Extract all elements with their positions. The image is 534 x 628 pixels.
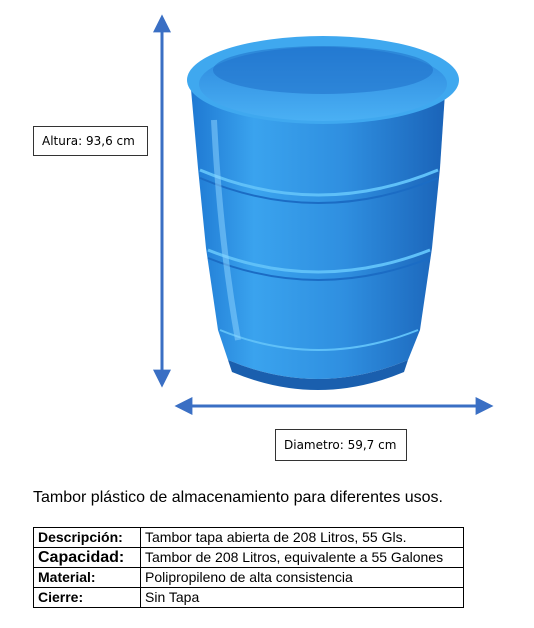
table-row <box>34 568 464 588</box>
table-row <box>34 548 464 568</box>
height-label: Altura: 93,6 cm <box>33 126 148 156</box>
spec-value: Sin Tapa <box>141 588 464 608</box>
diameter-label: Diametro: 59,7 cm <box>275 429 407 461</box>
spec-label: Material: <box>34 568 141 588</box>
table-row <box>34 528 464 548</box>
table-row <box>34 588 464 608</box>
spec-label: Capacidad: <box>34 548 141 568</box>
drum-icon <box>187 36 459 390</box>
spec-value: Tambor de 208 Litros, equivalente a 55 Galones <box>141 548 464 568</box>
spec-value: Tambor tapa abierta de 208 Litros, 55 Gls. <box>141 528 464 548</box>
spec-label: Cierre: <box>34 588 141 608</box>
spec-value: Polipropileno de alta consistencia <box>141 568 464 588</box>
specs-table <box>33 527 464 608</box>
product-caption: Tambor plástico de almacenamiento para diferentes usos. <box>33 489 443 506</box>
spec-label: Descripción: <box>34 528 141 548</box>
